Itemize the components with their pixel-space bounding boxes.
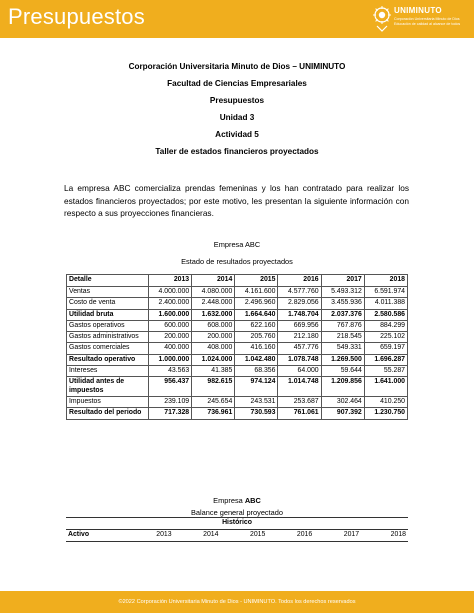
intro-paragraph: La empresa ABC comercializa prendas femeninas y los han contratado para realizar los estados financieros proyectados; por este motivo, les presentan la siguiente información con respecto a sus proyecciones financieras. — [64, 183, 409, 218]
table-row — [67, 366, 408, 377]
row-label: Intereses — [67, 366, 149, 377]
row-label: Resultado operativo — [67, 354, 149, 365]
page-footer: ©2022 Corporación Universitaria Minuto de Dios - UNIMINUTO. Todos los derechos reservados — [0, 591, 474, 613]
table-cell: 736.961 — [192, 408, 235, 419]
row-label: Gastos comerciales — [67, 343, 149, 354]
row-label: Utilidad antes de impuestos — [67, 377, 149, 397]
column-header: 2015 — [235, 275, 278, 287]
table-row — [67, 343, 408, 354]
table-cell: 200.000 — [192, 332, 235, 343]
table-cell: 4.080.000 — [192, 287, 235, 298]
table-row — [67, 287, 408, 298]
table-cell: 410.250 — [364, 396, 407, 407]
column-header: 2018 — [364, 275, 407, 287]
title-institution: Corporación Universitaria Minuto de Dios – UNIMINUTO — [128, 62, 346, 71]
row-label: Gastos administrativos — [67, 332, 149, 343]
table-row — [67, 377, 408, 397]
table-cell: 253.687 — [278, 396, 321, 407]
table-cell: 2.580.586 — [364, 309, 407, 320]
historic-label: Histórico — [66, 518, 408, 530]
table-cell: 622.160 — [235, 320, 278, 331]
table-cell: 1.641.000 — [364, 377, 407, 397]
table-row — [67, 298, 408, 309]
header-title: Presupuestos — [8, 4, 145, 29]
balance-row-label: Activo — [66, 530, 127, 542]
row-label: Utilidad bruta — [67, 309, 149, 320]
table-cell: 4.000.000 — [149, 287, 192, 298]
table-cell: 982.615 — [192, 377, 235, 397]
table-cell: 2.448.000 — [192, 298, 235, 309]
table-cell: 549.331 — [321, 343, 364, 354]
table-cell: 457.776 — [278, 343, 321, 354]
table-header-row — [67, 275, 408, 287]
income-statement-table — [66, 274, 408, 420]
income-statement-body — [67, 287, 408, 420]
table-cell: 408.000 — [192, 343, 235, 354]
historic-row — [66, 518, 408, 530]
column-header: 2013 — [149, 275, 192, 287]
table-cell: 41.385 — [192, 366, 235, 377]
balance-year: 2015 — [220, 530, 267, 542]
table-cell: 956.437 — [149, 377, 192, 397]
table-cell: 1.078.748 — [278, 354, 321, 365]
table-cell: 974.124 — [235, 377, 278, 397]
balance-year: 2018 — [361, 530, 408, 542]
table-cell: 416.160 — [235, 343, 278, 354]
table-cell: 43.563 — [149, 366, 192, 377]
table-cell: 239.109 — [149, 396, 192, 407]
balance-company — [0, 496, 474, 505]
table-cell: 2.496.960 — [235, 298, 278, 309]
results-subtitle: Estado de resultados proyectados — [181, 257, 293, 266]
table-row — [67, 408, 408, 419]
table-cell: 68.356 — [235, 366, 278, 377]
title-faculty: Facultad de Ciencias Empresariales — [167, 79, 307, 88]
title-activity: Actividad 5 — [215, 130, 259, 139]
table-cell: 717.328 — [149, 408, 192, 419]
title-course: Presupuestos — [209, 96, 265, 105]
table-cell: 225.102 — [364, 332, 407, 343]
table-cell: 6.591.974 — [364, 287, 407, 298]
balance-year: 2014 — [174, 530, 221, 542]
page-header — [0, 0, 474, 38]
column-header: 2014 — [192, 275, 235, 287]
column-header: 2017 — [321, 275, 364, 287]
logo-tagline-1: Corporación Universitaria Minuto de Dios — [394, 17, 460, 21]
balance-company-prefix: Empresa — [213, 496, 245, 505]
row-label: Ventas — [67, 287, 149, 298]
table-row — [67, 320, 408, 331]
title-workshop: Taller de estados financieros proyectados — [155, 147, 319, 156]
table-cell: 2.037.376 — [321, 309, 364, 320]
table-cell: 243.531 — [235, 396, 278, 407]
table-cell: 761.061 — [278, 408, 321, 419]
table-cell: 1.000.000 — [149, 354, 192, 365]
uniminuto-logo — [372, 6, 470, 32]
table-cell: 767.876 — [321, 320, 364, 331]
table-cell: 907.392 — [321, 408, 364, 419]
table-cell: 1.042.480 — [235, 354, 278, 365]
uniminuto-emblem-icon — [372, 6, 392, 32]
table-cell: 884.299 — [364, 320, 407, 331]
table-cell: 200.000 — [149, 332, 192, 343]
table-cell: 4.011.388 — [364, 298, 407, 309]
table-cell: 1.600.000 — [149, 309, 192, 320]
table-cell: 205.760 — [235, 332, 278, 343]
table-cell: 55.287 — [364, 366, 407, 377]
balance-year: 2017 — [314, 530, 361, 542]
balance-year: 2013 — [127, 530, 174, 542]
table-cell: 1.664.640 — [235, 309, 278, 320]
table-cell: 1.632.000 — [192, 309, 235, 320]
column-header: 2016 — [278, 275, 321, 287]
table-cell: 608.000 — [192, 320, 235, 331]
row-label: Resultado del periodo — [67, 408, 149, 419]
balance-sheet-table — [66, 517, 408, 542]
table-cell: 1.209.856 — [321, 377, 364, 397]
table-cell: 669.956 — [278, 320, 321, 331]
balance-header-row — [66, 530, 408, 542]
table-cell: 245.654 — [192, 396, 235, 407]
logo-name: UNIMINUTO — [394, 6, 442, 15]
table-cell: 1.696.287 — [364, 354, 407, 365]
table-cell: 218.545 — [321, 332, 364, 343]
table-cell: 600.000 — [149, 320, 192, 331]
balance-year: 2016 — [267, 530, 314, 542]
column-header: Detalle — [67, 275, 149, 287]
table-cell: 3.455.936 — [321, 298, 364, 309]
table-cell: 302.464 — [321, 396, 364, 407]
balance-company-name: ABC — [244, 496, 261, 505]
table-row — [67, 354, 408, 365]
table-cell: 1.024.000 — [192, 354, 235, 365]
table-cell: 212.180 — [278, 332, 321, 343]
table-cell: 2.829.056 — [278, 298, 321, 309]
table-row — [67, 332, 408, 343]
table-cell: 4.161.600 — [235, 287, 278, 298]
title-block — [0, 62, 474, 164]
table-cell: 59.644 — [321, 366, 364, 377]
table-cell: 1.230.750 — [364, 408, 407, 419]
table-row — [67, 309, 408, 320]
table-row — [67, 396, 408, 407]
table-cell: 5.493.312 — [321, 287, 364, 298]
logo-tagline-2: Educación de calidad al alcance de todos — [394, 22, 461, 26]
table-cell: 400.000 — [149, 343, 192, 354]
title-unit: Unidad 3 — [219, 113, 255, 122]
table-cell: 1.269.500 — [321, 354, 364, 365]
balance-subtitle: Balance general proyectado — [190, 508, 284, 517]
table-cell: 1.748.704 — [278, 309, 321, 320]
table-cell: 1.014.748 — [278, 377, 321, 397]
table-cell: 64.000 — [278, 366, 321, 377]
row-label: Gastos operativos — [67, 320, 149, 331]
table-cell: 659.197 — [364, 343, 407, 354]
row-label: Costo de venta — [67, 298, 149, 309]
row-label: Impuestos — [67, 396, 149, 407]
table-cell: 730.593 — [235, 408, 278, 419]
table-cell: 2.400.000 — [149, 298, 192, 309]
table-cell: 4.577.760 — [278, 287, 321, 298]
results-company: Empresa ABC — [213, 240, 261, 249]
